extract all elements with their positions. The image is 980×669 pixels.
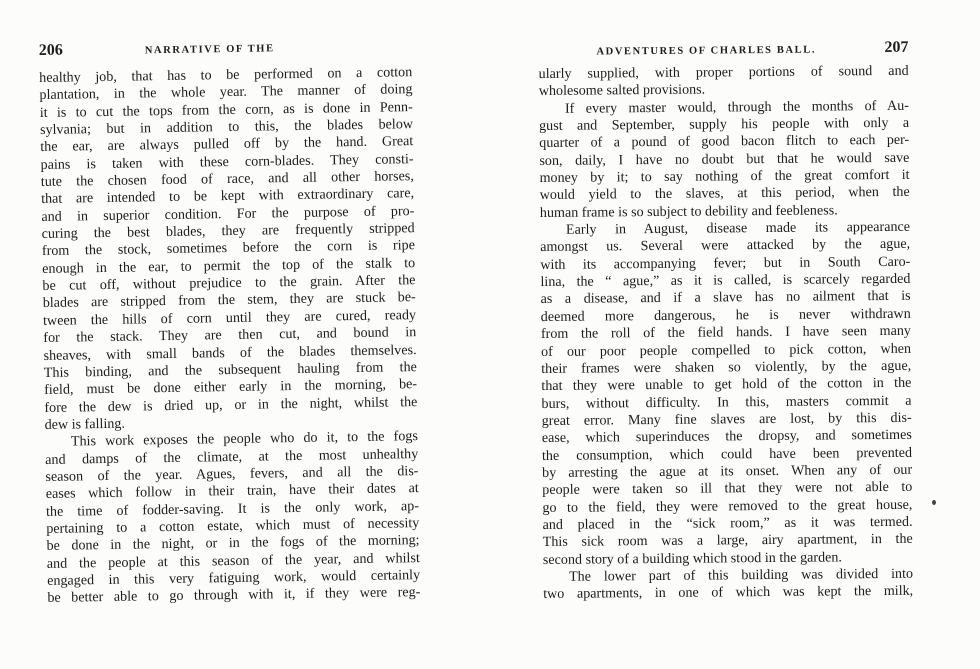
- text-line: pains is taken with these corn-blades. They consti-: [40, 150, 414, 173]
- right-page-header: [538, 39, 908, 64]
- text-line: money by it; to say nothing of the great comfort it: [539, 166, 910, 187]
- text-line: the time of fodder-saving. It is the only work, ap-: [45, 497, 420, 520]
- text-line: ularly supplied, with proper portions of sound and: [538, 62, 909, 82]
- text-line: be better able to go through with it, if they were reg-: [47, 584, 421, 607]
- text-line: and the people at this season of the year, and whilst: [46, 549, 420, 572]
- text-line: quarter of a pound of good bacon flitch to each per-: [539, 132, 910, 152]
- text-line: people were taken so ill that they were not able to: [542, 479, 913, 499]
- ink-speck: [932, 500, 936, 505]
- text-line: and in superior condition. For the purpose of pro-: [41, 202, 415, 225]
- text-line: season of the year. Agues, fevers, and all the dis-: [45, 462, 419, 485]
- text-line: their frames were shaken so violently, by the ague,: [541, 357, 912, 377]
- page-number: 206: [38, 41, 63, 59]
- text-line: This sick room was a large, airy apartment, in the: [542, 531, 913, 551]
- text-line: This binding, and the subsequent hauling from the: [43, 358, 417, 381]
- text-line: as a disease, and if a slave has no ailment that is: [540, 288, 911, 308]
- text-line: that are intended to be kept with extraordinary care,: [41, 185, 415, 208]
- text-line: and damps of the climate, at the most unhealthy: [45, 445, 419, 468]
- text-line: be done in the night, or in the fogs of the morning;: [46, 532, 420, 555]
- text-line: engaged in this very fatiguing work, would certainly: [46, 567, 421, 589]
- text-line: wholesome salted provisions.: [538, 81, 706, 100]
- text-line: that they were unable to get hold of the cotton in the: [541, 374, 912, 395]
- text-line: be cut off, without prejudice to the grain. After the: [42, 272, 416, 295]
- right-page-text: [539, 63, 914, 604]
- text-line: go to the field, they were removed to the great house,: [542, 496, 913, 516]
- running-head: NARRATIVE OF THE: [144, 43, 275, 57]
- text-line: from the stock, sometimes before the corn is ripe: [41, 237, 416, 260]
- left-page-header: [39, 36, 412, 64]
- text-line: eases which follow in their train, have their dates at: [45, 480, 419, 503]
- text-line: This work exposes the people who do it, to the fogs: [70, 428, 419, 450]
- text-line: pertaining to a cotton estate, which must of necessity: [46, 515, 420, 537]
- text-line: enough in the ear, to permit the top of the stalk to: [42, 254, 416, 277]
- text-line: son, daily, I have no doubt but that he would save: [539, 149, 910, 169]
- left-page-text: [39, 64, 420, 607]
- text-line: great error. Many fine slaves are lost, by this dis-: [541, 409, 912, 429]
- text-line: The lower part of this building was divided into: [568, 565, 914, 585]
- text-line: the consumption, which could have been prevented: [541, 444, 913, 464]
- text-line: two apartments, in one of which was kept the milk,: [543, 583, 914, 603]
- text-line: dew is falling.: [44, 415, 126, 433]
- text-line: tween the hills of corn until they are cured, ready: [42, 306, 417, 329]
- text-line: with its accompanying fever; but in South Caro-: [540, 253, 911, 273]
- text-line: it is to cut the tops from the corn, as is done in Penn-: [39, 98, 413, 121]
- text-line: tute the chosen food of race, and all other horses,: [40, 168, 414, 191]
- text-line: human frame is so subject to debility and feebleness.: [539, 202, 838, 221]
- page-number: 207: [884, 38, 909, 56]
- text-line: for the stack. They are then cut, and bound in: [43, 324, 417, 347]
- running-head: ADVENTURES OF CHARLES BALL.: [596, 44, 817, 58]
- text-line: of our poor people compelled to pick cotton, when: [540, 340, 912, 360]
- text-line: and placed in the “sick room,” as it was termed.: [542, 513, 913, 533]
- text-line: curing the best blades, they are frequently stripped: [41, 220, 415, 243]
- text-line: the ear, are always pulled off by the hand. Great: [40, 133, 414, 156]
- text-line: If every master would, through the months of Au-: [564, 97, 910, 117]
- text-line: Early in August, disease made its appearance: [565, 218, 911, 238]
- text-line: deemed more dangerous, he is never withdrawn: [540, 305, 911, 325]
- text-line: gust and September, supply his people with only a: [539, 114, 910, 135]
- text-line: plantation, in the whole year. The manner of doing: [39, 81, 413, 104]
- text-line: healthy job, that has to be performed on a cotton: [39, 64, 413, 86]
- text-line: fore the dew is dried up, or in the night, whilst the: [44, 393, 418, 416]
- text-line: by arresting the ague at its onset. When any of our: [542, 461, 913, 481]
- text-line: lina, the “ ague,” as it is called, is scarcely regarded: [540, 270, 911, 291]
- text-line: amongst us. Several were attacked by the ague,: [540, 236, 911, 256]
- text-line: ease, which superinduces the dropsy, and sometimes: [541, 426, 912, 447]
- text-line: burs, without difficulty. In this, masters commit a: [541, 392, 912, 412]
- text-line: would yield to the slaves, at this period, when the: [539, 184, 910, 204]
- text-line: blades are stripped from the stem, they are stuck be-: [42, 289, 416, 312]
- text-line: sylvania; but in addition to this, the blades below: [39, 116, 414, 139]
- text-line: field, must be done either early in the morning, be-: [44, 376, 418, 399]
- text-line: from the roll of the field hands. I have seen many: [540, 322, 911, 343]
- text-line: sheaves, with small bands of the blades themselves.: [43, 341, 417, 364]
- text-line: second story of a building which stood in the garden.: [542, 548, 842, 568]
